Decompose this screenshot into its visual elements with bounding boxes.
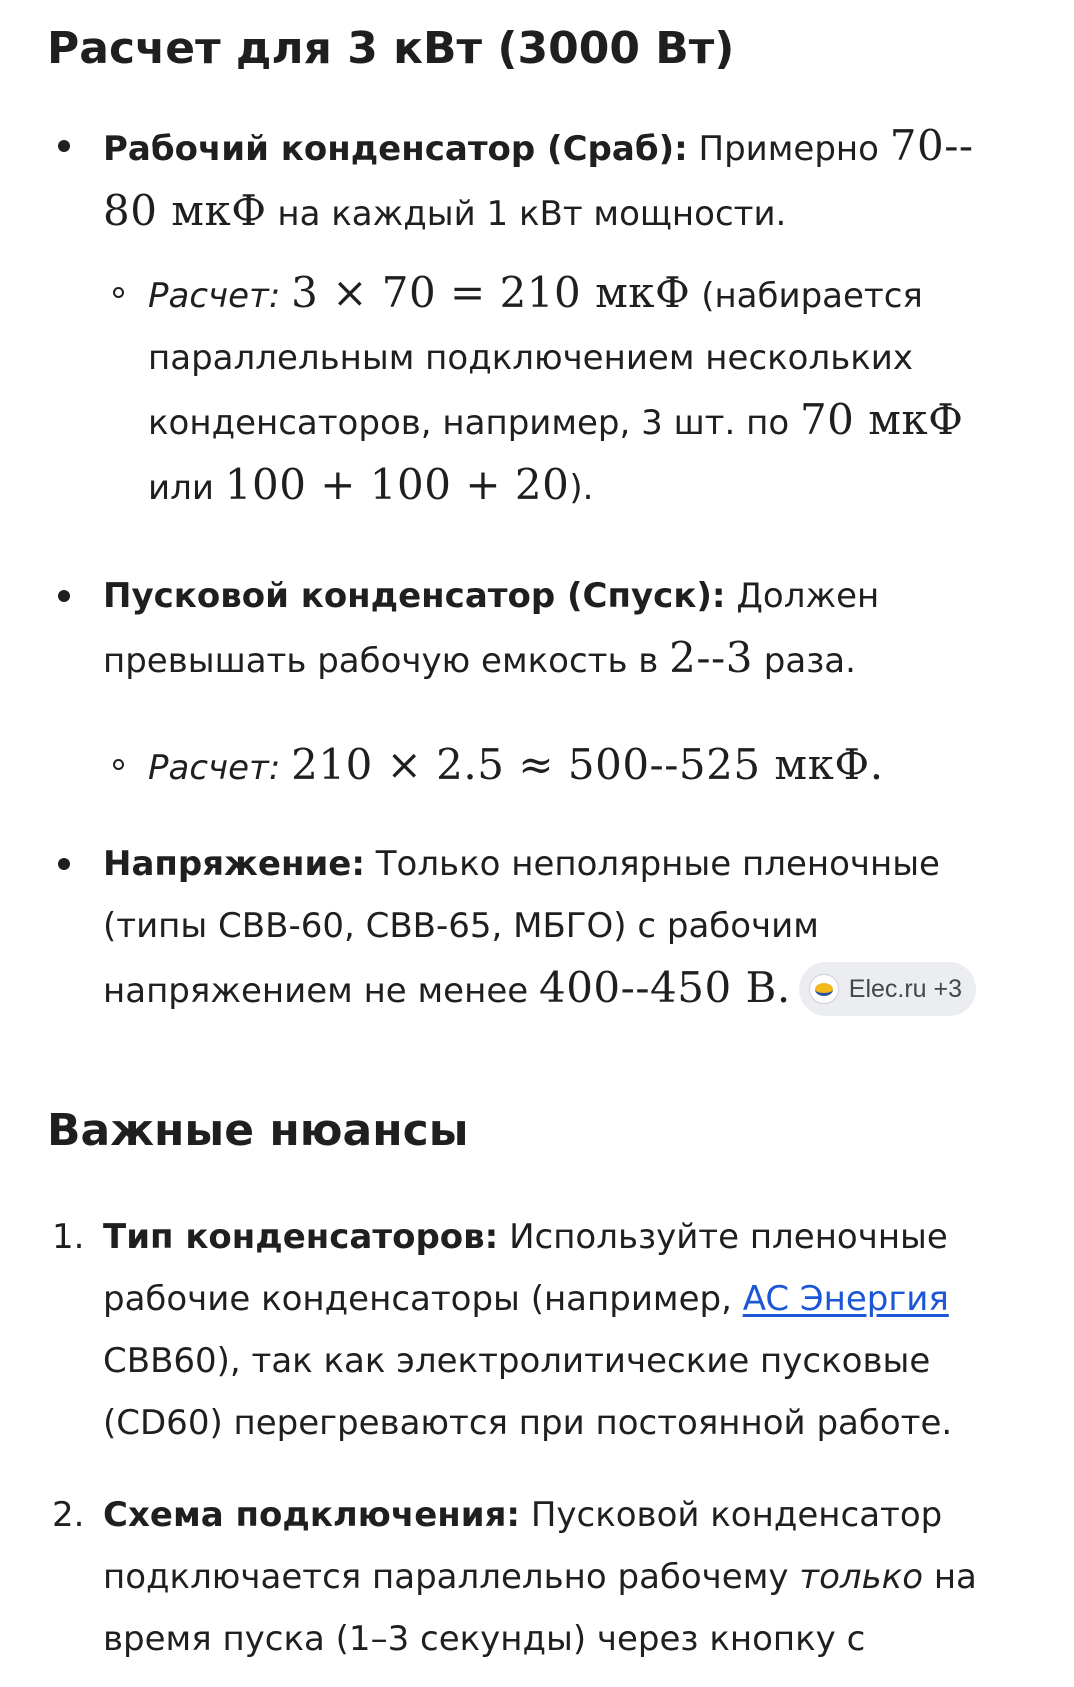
text: (CD60) перегреваются при постоянной работе. bbox=[103, 1403, 953, 1443]
math-formula: 100 + 100 + 20 bbox=[224, 460, 570, 509]
section-heading-nuances: Важные нюансы bbox=[47, 1105, 469, 1156]
math-formula: 400--450 В. bbox=[538, 963, 791, 1012]
text: напряжением не менее bbox=[103, 971, 529, 1011]
emphasis-text: только bbox=[799, 1557, 923, 1597]
list-item-wiring-scheme bbox=[103, 1484, 1033, 1670]
text: параллельным подключением нескольких bbox=[148, 338, 913, 378]
term-label: Напряжение: bbox=[103, 844, 365, 884]
text: конденсаторов, например, 3 шт. по bbox=[148, 403, 790, 443]
math-formula: 70 мкФ bbox=[799, 395, 964, 444]
term-label: Тип конденсаторов: bbox=[103, 1217, 499, 1257]
list-number: 1. bbox=[52, 1217, 85, 1257]
sub-item-start-calc bbox=[148, 734, 1033, 799]
math-formula: 210 × 2.5 ≈ 500--525 мкФ. bbox=[291, 740, 884, 789]
calc-label: Расчет: bbox=[148, 276, 281, 316]
sub-bullet-marker bbox=[113, 759, 124, 770]
source-chip-label: Elec.ru +3 bbox=[848, 974, 963, 1003]
list-number: 2. bbox=[52, 1495, 85, 1535]
text: Пусковой конденсатор bbox=[530, 1495, 943, 1535]
text: (набирается bbox=[701, 276, 923, 316]
text: на каждый 1 кВт мощности. bbox=[277, 194, 787, 234]
text: (типы CBB-60, CBB-65, МБГО) с рабочим bbox=[103, 906, 819, 946]
elec-ru-logo-icon bbox=[809, 974, 839, 1004]
term-label: Схема подключения: bbox=[103, 1495, 520, 1535]
list-item-voltage bbox=[103, 833, 1033, 1022]
text: Используйте пленочные bbox=[509, 1217, 948, 1257]
ac-energy-link[interactable]: AC Энергия bbox=[742, 1279, 949, 1319]
text: ). bbox=[569, 468, 594, 508]
math-formula: 80 мкФ bbox=[103, 186, 267, 235]
text: раза. bbox=[763, 641, 856, 681]
text: Должен bbox=[736, 576, 880, 616]
math-formula: 3 × 70 = 210 мкФ bbox=[291, 268, 691, 317]
source-chip[interactable] bbox=[799, 962, 976, 1016]
term-label: Рабочий конденсатор (Сраб): bbox=[103, 129, 688, 169]
bullet-marker bbox=[58, 140, 70, 152]
list-item-capacitor-type bbox=[103, 1206, 1033, 1454]
text: Примерно bbox=[698, 129, 879, 169]
text: время пуска (1–3 секунды) через кнопку с bbox=[103, 1619, 866, 1659]
term-label: Пусковой конденсатор (Спуск): bbox=[103, 576, 726, 616]
text: превышать рабочую емкость в bbox=[103, 641, 659, 681]
text: или bbox=[148, 468, 214, 508]
bullet-marker bbox=[58, 858, 70, 870]
text: рабочие конденсаторы (например, bbox=[103, 1279, 732, 1319]
list-item-start-capacitor bbox=[103, 565, 1033, 692]
text: на bbox=[933, 1557, 977, 1597]
sub-item-working-calc bbox=[148, 262, 1033, 519]
text: Только неполярные пленочные bbox=[375, 844, 940, 884]
bullet-marker bbox=[58, 590, 70, 602]
text: подключается параллельно рабочему bbox=[103, 1557, 789, 1597]
section-heading-calculation: Расчет для 3 кВт (3000 Вт) bbox=[47, 23, 735, 74]
math-formula: 2--3 bbox=[669, 633, 753, 682]
text: CBB60), так как электролитические пусковые bbox=[103, 1341, 931, 1381]
math-formula: 70-- bbox=[889, 121, 974, 170]
list-item-working-capacitor bbox=[103, 115, 1033, 245]
calc-label: Расчет: bbox=[148, 748, 281, 788]
sub-bullet-marker bbox=[113, 287, 124, 298]
